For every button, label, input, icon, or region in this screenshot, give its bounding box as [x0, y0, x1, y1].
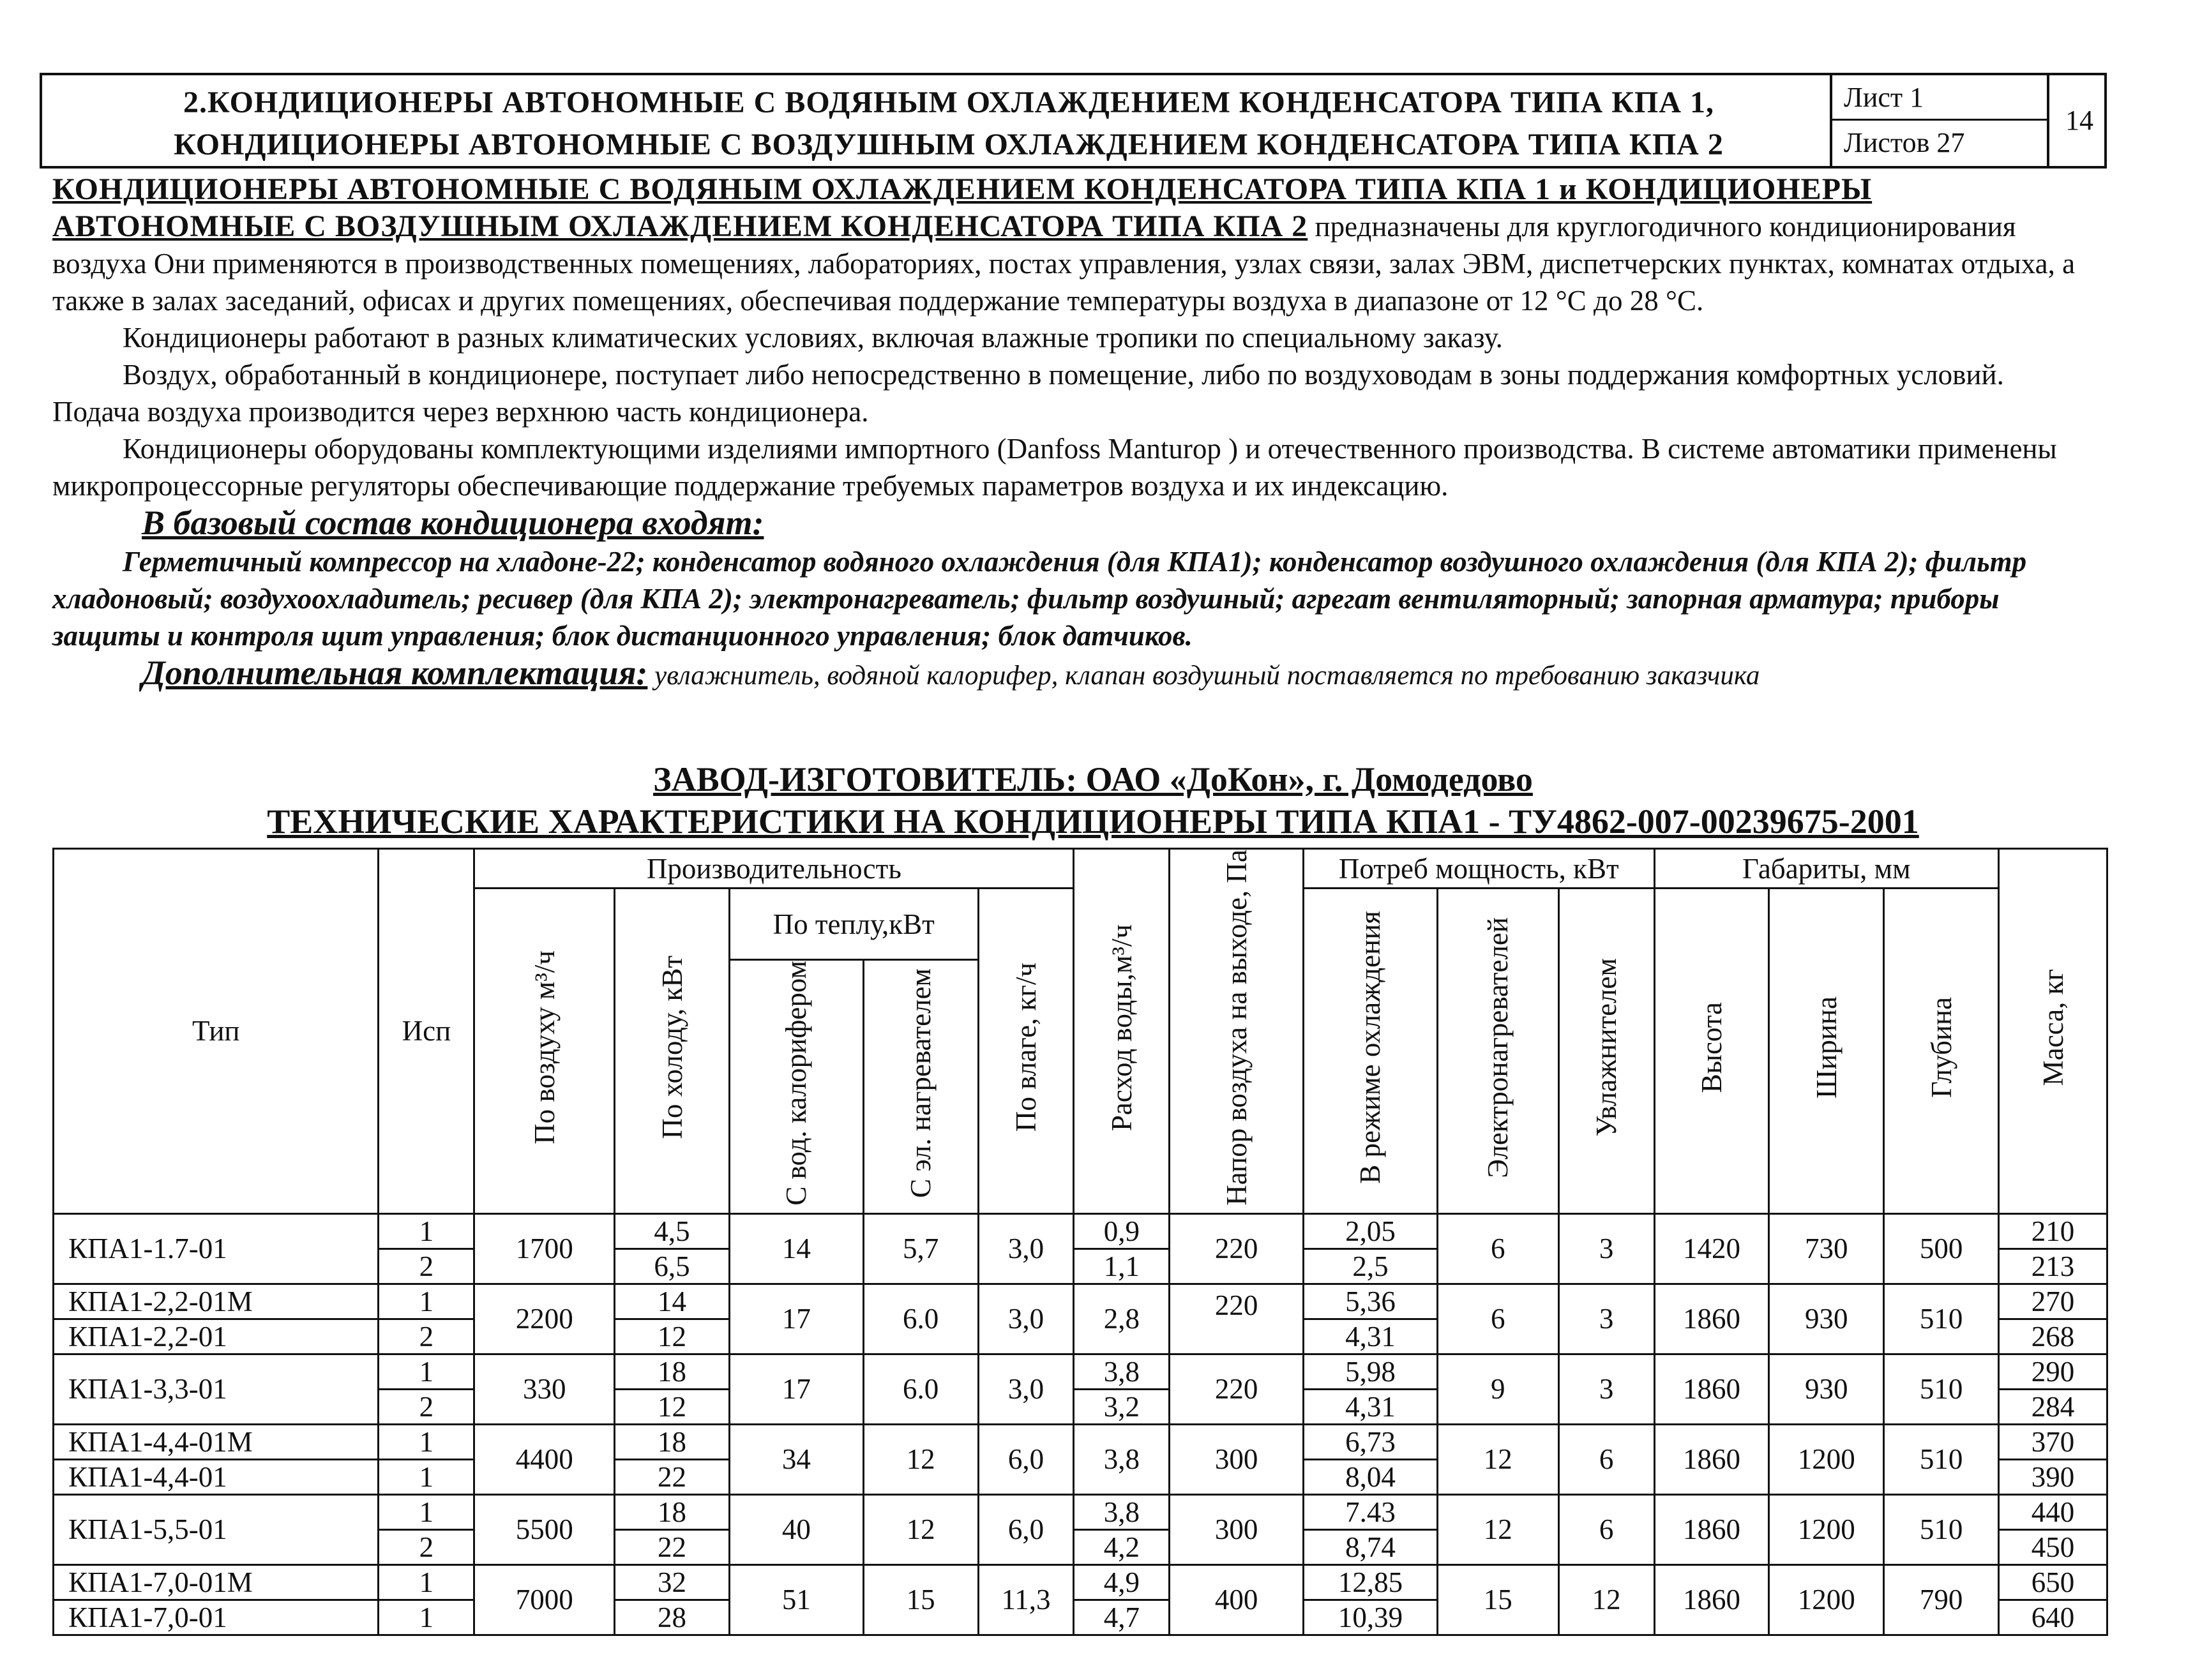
cell-water-flow: 4,7	[1074, 1600, 1170, 1635]
cell-power-heaters: 9	[1437, 1354, 1558, 1424]
cell-cold: 18	[615, 1354, 730, 1389]
cell-mass: 213	[1999, 1249, 2107, 1284]
cell-depth: 510	[1884, 1284, 1999, 1354]
cell-water-flow: 3,8	[1074, 1424, 1170, 1494]
cell-cold: 18	[615, 1424, 730, 1459]
cell-isp: 1	[379, 1564, 474, 1600]
sheet-info	[1830, 75, 2049, 166]
cell-pressure: 400	[1170, 1564, 1304, 1635]
cell-water-flow: 4,9	[1074, 1564, 1170, 1600]
cell-height: 1860	[1654, 1424, 1769, 1494]
cell-heat-water: 34	[729, 1424, 863, 1494]
cell-power-cooling: 10,39	[1304, 1600, 1438, 1635]
cell-type: КПА1-3,3-01	[54, 1354, 379, 1424]
cell-air: 1700	[474, 1213, 615, 1284]
cell-pressure: 220	[1170, 1354, 1304, 1424]
cell-cold: 6,5	[615, 1249, 730, 1284]
cell-depth: 510	[1884, 1354, 1999, 1424]
cell-isp: 1	[379, 1284, 474, 1319]
cell-power-heaters: 12	[1437, 1424, 1558, 1494]
col-heat-water: С вод. калорифером	[729, 960, 863, 1214]
cell-mass: 640	[1999, 1600, 2107, 1635]
cell-cold: 4,5	[615, 1213, 730, 1249]
manufacturer-line: ЗАВОД-ИЗГОТОВИТЕЛЬ: ОАО «ДоКон», г. Домодедово	[653, 760, 1533, 799]
col-depth: Глубина	[1884, 889, 1999, 1214]
col-heat-electric: С эл. нагревателем	[863, 960, 978, 1214]
cell-type: КПА1-4,4-01М	[54, 1424, 379, 1459]
spec-table-title: ТЕХНИЧЕСКИЕ ХАРАКТЕРИСТИКИ НА КОНДИЦИОНЕРЫ ТИПА КПА1 - ТУ4862-007-00239675-2001	[267, 802, 1919, 841]
cell-heat-water: 17	[729, 1284, 863, 1354]
cell-cold: 22	[615, 1529, 730, 1564]
cell-mass: 440	[1999, 1494, 2107, 1529]
cell-power-humidifier: 12	[1558, 1564, 1654, 1635]
intro-lead-bold: КОНДИЦИОНЕРЫ АВТОНОМНЫЕ С ВОДЯНЫМ ОХЛАЖДЕНИЕМ КОНДЕНСАТОРА ТИПА КПА 1 и КОНДИЦИОНЕРЫ АВТОНОМНЫЕ С ВОЗДУШНЫМ ОХЛАЖДЕНИЕМ КОНДЕНСАТОРА ТИПА КПА 2	[52, 172, 1873, 243]
cell-power-cooling: 4,31	[1304, 1389, 1438, 1424]
title-line-1: 2.КОНДИЦИОНЕРЫ АВТОНОМНЫЕ С ВОДЯНЫМ ОХЛАЖДЕНИЕМ КОНДЕНСАТОРА ТИПА КПА 1,	[183, 86, 1715, 119]
cell-moisture: 6,0	[978, 1494, 1074, 1564]
base-set-text: Герметичный компрессор на хладоне-22; конденсатор водяного охлаждения (для КПА1); конденсатор воздушного охлаждения (для КПА 2); фильтр хладоновый; воздухоохладитель; ресивер (для КПА 2); электронагреватель; фильтр воздушный; агрегат вентиляторный; запорная арматура; приборы защиты и контроля щит управления; блок дистанционного управления; блок датчиков.	[52, 546, 2027, 652]
cell-power-humidifier: 3	[1558, 1213, 1654, 1284]
cell-height: 1860	[1654, 1354, 1769, 1424]
cell-heat-electric: 5,7	[863, 1213, 978, 1284]
cell-power-cooling: 4,31	[1304, 1319, 1438, 1354]
col-heat: По теплу,кВт	[729, 889, 978, 960]
cell-depth: 790	[1884, 1564, 1999, 1635]
cell-power-cooling: 5,36	[1304, 1284, 1438, 1319]
cell-moisture: 3,0	[978, 1284, 1074, 1354]
col-cold: По холоду, кВт	[615, 889, 730, 1214]
cell-power-heaters: 6	[1437, 1213, 1558, 1284]
cell-water-flow: 3,2	[1074, 1389, 1170, 1424]
cell-water-flow: 3,8	[1074, 1354, 1170, 1389]
cell-air: 4400	[474, 1424, 615, 1494]
sheets-total-label: Листов 27	[1844, 127, 1965, 158]
intro-paragraph-4: Кондиционеры оборудованы комплектующими изделиями импортного (Danfoss Manturop ) и отечественного производства. В системе автоматики применены микропроцессорные регуляторы обеспечивающие поддержание требуемых параметров воздуха и их индексацию.	[52, 433, 2057, 502]
cell-air: 2200	[474, 1284, 615, 1354]
cell-mass: 268	[1999, 1319, 2107, 1354]
intro-paragraph-3: Воздух, обработанный в кондиционере, поступает либо непосредственно в помещение, либо по воздуховодам в зоны поддержания комфортных условий. Подача воздуха производится через верхнюю часть кондиционера.	[52, 359, 2004, 428]
cell-air: 7000	[474, 1564, 615, 1635]
cell-isp: 1	[379, 1600, 474, 1635]
cell-power-humidifier: 6	[1558, 1424, 1654, 1494]
cell-heat-water: 40	[729, 1494, 863, 1564]
cell-isp: 1	[379, 1424, 474, 1459]
cell-width: 930	[1769, 1284, 1884, 1354]
col-power-heaters: Электронагревателей	[1437, 889, 1558, 1214]
cell-cold: 32	[615, 1564, 730, 1600]
cell-isp: 2	[379, 1319, 474, 1354]
cell-power-heaters: 15	[1437, 1564, 1558, 1635]
cell-width: 1200	[1769, 1564, 1884, 1635]
extra-set-text: увлажнитель, водяной калорифер, клапан воздушный поставляется по требованию заказчика	[647, 661, 1760, 691]
cell-width: 730	[1769, 1213, 1884, 1284]
spec-table	[52, 848, 2108, 1636]
cell-type: КПА1-7,0-01	[54, 1600, 379, 1635]
col-dimensions: Габариты, мм	[1654, 849, 1999, 889]
cell-width: 1200	[1769, 1494, 1884, 1564]
cell-pressure: 220	[1170, 1213, 1304, 1284]
col-height: Высота	[1654, 889, 1769, 1214]
cell-power-cooling: 5,98	[1304, 1354, 1438, 1389]
cell-power-cooling: 2,5	[1304, 1249, 1438, 1284]
cell-power-cooling: 7.43	[1304, 1494, 1438, 1529]
col-performance: Производительность	[474, 849, 1074, 889]
cell-water-flow: 0,9	[1074, 1213, 1170, 1249]
col-power: Потреб мощность, кВт	[1304, 849, 1654, 889]
col-width: Ширина	[1769, 889, 1884, 1214]
cell-type: КПА1-2,2-01М	[54, 1284, 379, 1319]
cell-type: КПА1-7,0-01М	[54, 1564, 379, 1600]
cell-cold: 12	[615, 1319, 730, 1354]
col-pressure: Напор воздуха на выходе, Па	[1170, 849, 1304, 1214]
cell-type: КПА1-4,4-01	[54, 1459, 379, 1494]
cell-cold: 22	[615, 1459, 730, 1494]
col-type: Тип	[54, 849, 379, 1214]
cell-power-cooling: 8,74	[1304, 1529, 1438, 1564]
cell-air: 330	[474, 1354, 615, 1424]
cell-mass: 290	[1999, 1354, 2107, 1389]
intro-text	[52, 171, 2095, 694]
cell-power-cooling: 12,85	[1304, 1564, 1438, 1600]
intro-lead-text: предназначены для круглогодичного кондиционирования воздуха Они применяются в производственных помещениях, лабораториях, постах управления, узлах связи, залах ЭВМ, диспетчерских пунктах, комнатах отдыха, а также в залах заседаний, офисах и других помещениях, обеспечивая поддержание температуры воздуха в диапазоне от 12 °С до 28 °С.	[52, 211, 2076, 317]
col-mass: Масса, кг	[1999, 849, 2107, 1214]
title-line-2: КОНДИЦИОНЕРЫ АВТОНОМНЫЕ С ВОЗДУШНЫМ ОХЛАЖДЕНИЕМ КОНДЕНСАТОРА ТИПА КПА 2	[174, 128, 1724, 161]
cell-moisture: 3,0	[978, 1213, 1074, 1284]
cell-heat-water: 17	[729, 1354, 863, 1424]
cell-power-cooling: 6,73	[1304, 1424, 1438, 1459]
cell-width: 1200	[1769, 1424, 1884, 1494]
col-power-cooling: В режиме охлаждения	[1304, 889, 1438, 1214]
cell-power-humidifier: 3	[1558, 1284, 1654, 1354]
col-air: По воздуху м³/ч	[474, 889, 615, 1214]
col-water-flow: Расход воды,м³/ч	[1074, 849, 1170, 1214]
cell-height: 1420	[1654, 1213, 1769, 1284]
cell-type: КПА1-5,5-01	[54, 1494, 379, 1564]
cell-heat-electric: 6.0	[863, 1284, 978, 1354]
sheet-label: Лист 1	[1832, 75, 2049, 121]
cell-type: КПА1-2,2-01	[54, 1319, 379, 1354]
cell-mass: 210	[1999, 1213, 2107, 1249]
cell-water-flow: 4,2	[1074, 1529, 1170, 1564]
cell-water-flow: 2,8	[1074, 1284, 1170, 1354]
cell-heat-water: 51	[729, 1564, 863, 1635]
cell-isp: 1	[379, 1459, 474, 1494]
intro-paragraph-2: Кондиционеры работают в разных климатических условиях, включая влажные тропики по специальному заказу.	[123, 322, 1503, 354]
cell-mass: 650	[1999, 1564, 2107, 1600]
col-moisture: По влаге, кг/ч	[978, 889, 1074, 1214]
cell-cold: 14	[615, 1284, 730, 1319]
cell-pressure: 300	[1170, 1494, 1304, 1564]
cell-height: 1860	[1654, 1284, 1769, 1354]
cell-mass: 284	[1999, 1389, 2107, 1424]
cell-heat-electric: 6.0	[863, 1354, 978, 1424]
cell-power-humidifier: 6	[1558, 1494, 1654, 1564]
cell-isp: 2	[379, 1249, 474, 1284]
cell-isp: 1	[379, 1494, 474, 1529]
cell-power-cooling: 2,05	[1304, 1213, 1438, 1249]
cell-water-flow: 1,1	[1074, 1249, 1170, 1284]
cell-water-flow: 3,8	[1074, 1494, 1170, 1529]
cell-pressure: 220	[1170, 1284, 1304, 1354]
cell-heat-water: 14	[729, 1213, 863, 1284]
cell-isp: 2	[379, 1389, 474, 1424]
cell-height: 1860	[1654, 1564, 1769, 1635]
cell-height: 1860	[1654, 1494, 1769, 1564]
document-header	[40, 73, 2107, 169]
extra-set-heading: Дополнительная комплектация:	[142, 654, 648, 692]
col-isp: Исп	[379, 849, 474, 1214]
cell-power-heaters: 12	[1437, 1494, 1558, 1564]
cell-air: 5500	[474, 1494, 615, 1564]
cell-heat-electric: 12	[863, 1424, 978, 1494]
col-power-humidifier: Увлажнителем	[1558, 889, 1654, 1214]
cell-mass: 450	[1999, 1529, 2107, 1564]
base-set-heading: В базовый состав кондиционера входят:	[142, 504, 764, 542]
cell-mass: 270	[1999, 1284, 2107, 1319]
document-title	[87, 82, 1811, 166]
cell-power-cooling: 8,04	[1304, 1459, 1438, 1494]
page-number: 14	[2047, 75, 2109, 166]
cell-pressure: 300	[1170, 1424, 1304, 1494]
cell-depth: 510	[1884, 1494, 1999, 1564]
cell-heat-electric: 12	[863, 1494, 978, 1564]
cell-moisture: 6,0	[978, 1424, 1074, 1494]
cell-isp: 1	[379, 1354, 474, 1389]
cell-width: 930	[1769, 1354, 1884, 1424]
cell-isp: 1	[379, 1213, 474, 1249]
cell-power-heaters: 6	[1437, 1284, 1558, 1354]
cell-type: КПА1-1.7-01	[54, 1213, 379, 1284]
cell-cold: 12	[615, 1389, 730, 1424]
cell-cold: 18	[615, 1494, 730, 1529]
cell-mass: 370	[1999, 1424, 2107, 1459]
cell-isp: 2	[379, 1529, 474, 1564]
cell-mass: 390	[1999, 1459, 2107, 1494]
cell-depth: 500	[1884, 1213, 1999, 1284]
cell-power-humidifier: 3	[1558, 1354, 1654, 1424]
cell-moisture: 3,0	[978, 1354, 1074, 1424]
cell-depth: 510	[1884, 1424, 1999, 1494]
cell-heat-electric: 15	[863, 1564, 978, 1635]
cell-moisture: 11,3	[978, 1564, 1074, 1635]
cell-cold: 28	[615, 1600, 730, 1635]
